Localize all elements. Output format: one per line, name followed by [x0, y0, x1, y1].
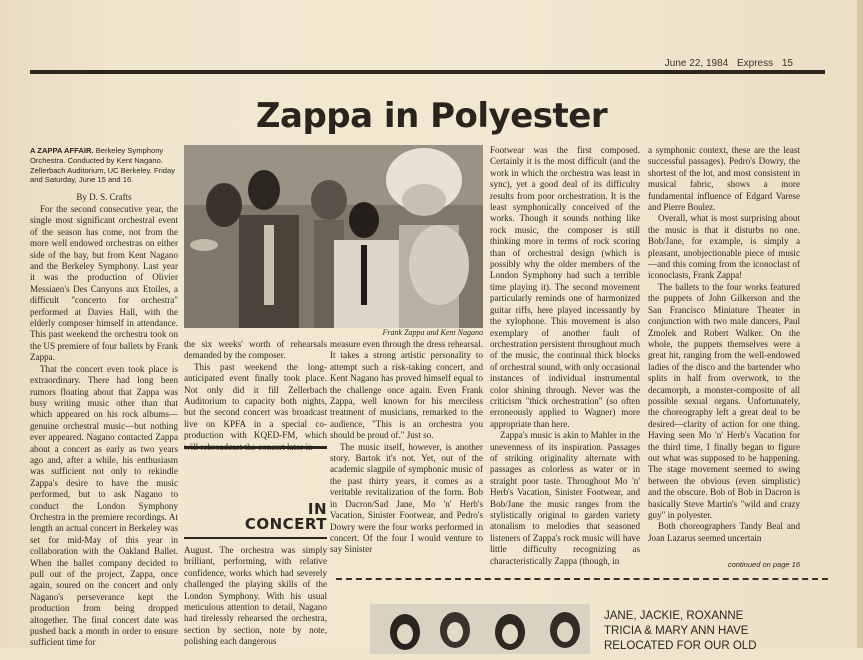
headline: Zappa in Polyester	[255, 96, 608, 136]
masthead-date: June 22, 1984	[664, 58, 729, 69]
in-concert-kicker	[184, 502, 327, 532]
masthead	[659, 58, 793, 69]
paragraph: This past weekend the long-anticipated event finally took place. Not only did it fill Zellerbach Auditorium to capacity both nights, but the second concert was broadcast live on KPFA in a special co-production with KQED-FM, which	[184, 361, 327, 441]
photo-illustration	[184, 145, 483, 328]
continued-note: continued on page 16	[727, 560, 800, 569]
section-rule	[184, 446, 327, 449]
credits-title: A ZAPPA AFFAIR.	[30, 146, 94, 155]
column-2-continued	[184, 545, 327, 648]
paragraph: measure even through the dress rehearsal. It takes a strong artistic personality to attempt such a risk-taking concert, and Kent Nagano has proved himself equal to the challenge once again. Even Frank Zappa, well known for his merciless treatment of musicians, remarked to the audience, "This is an orchestra you should be proud of." Just so.	[330, 339, 483, 441]
ad-line-3: RELOCATED FOR OUR OLD	[604, 640, 757, 652]
paragraph: Both choreographers Tandy Beal and Joan Lazarus seemed uncertain	[648, 521, 800, 543]
paragraph: That the concert even took place is extraordinary. There had long been rumors floating about that Zappa was busy writing music other than that which appeared on his rock albums—genuine orchestral music—but nothing ever appeared. Nagano contacted Zappa about a concert as early as two years ago and, after a while, his enthusiasm was sufficient not only to rekindle Zappa's desire to have the music performed, but to ask Nagano to conduct the London Symphony Orchestra in the premiere recordings. At length an actual concert in Berkeley was set for mid-May of this year in collaboration with the Oakland Ballet. When the ballet company decided to pull out of the project, Zappa, once again, soured on the concert and only Nagano's perseverance kept the production from being dropped altogether. The final concert date was pushed back a month in order to ensure sufficient time for	[30, 363, 178, 648]
kicker-rule	[184, 537, 327, 539]
paragraph: Zappa's music is akin to Mahler in the unevenness of its inspiration. Passages of striking originality alternate with passages as colorless as water or in straight poor taste. Throughout Mo 'n' Herb's Vacation, Sinister Footwear, and Bob/Jane the music ranges from the stylistically original to garden variety atonalism to melodies that seasoned listeners of Zappa's rock music will have little difficulty recognizing as characteristically Zappa (though, in	[490, 430, 640, 566]
column-5	[648, 145, 800, 544]
ad-photo	[370, 604, 590, 654]
paragraph: Overall, what is most surprising about the music is that it disturbs no one. Bob/Jane, for example, is simply a pleasant, unobjectionable piece of music—and this coming from the iconoclast of iconoclasts, Frank Zappa!	[648, 213, 800, 281]
paragraph: For the second consecutive year, the single most significant orchestral event of the season has come, not from the more well endowed orchestras on either side of the bay, but from Kent Nagano and the Berkeley Symphony. Last year it was the production of Olivier Messiaen's Des Canyons aux Etoiles, a difficult "concerto for orchestra" performed at Davies Hall, with the elderly composer himself in attendance. This past weekend the orchestra took on the US premiere of four ballets by Frank Zappa.	[30, 204, 178, 363]
column-2	[184, 339, 327, 453]
paragraph: a symphonic context, these are the least successful passages). Pedro's Dowry, the shortest of the lot, and most consistent in musical fabric, shows a more fundamental influence of Edgard Varese and Pierre Boulez.	[648, 145, 800, 213]
ad-photo-illustration	[370, 604, 590, 654]
kicker-line-2: CONCERT	[244, 515, 327, 533]
column-1	[30, 204, 178, 649]
masthead-section: Express	[736, 58, 774, 69]
paragraph: The ballets to the four works featured the puppets of John Gilkerson and the San Francisco Miniature Theater in conjunction with two male dancers, Paul Zmolek and Robert Walker. On the whole, the puppets themselves were a great hit, ranging from the well-endowed ladies of the disco and the bartender who splits in half from overwork, to the decamorph, a monster-composite of all possible sexual organs. Unfortunately, the choreography left a great deal to be desired—clarity of action for one thing. Having seen Mo 'n' Herb's Vacation for the third time, I finally began to figure out what was supposed to be happening. The stage movement seemed to swing between the obvious (even simplistic) and the obscure. Bob of Bob in Dacron is basically Steve Martin's "wild and crazy guy" in polyester.	[648, 281, 800, 520]
paragraph: August. The orchestra was simply brilliant, performing, with relative confidence, works which had severely challenged the playing skills of the London Symphony. With his usual meticulous attention to detail, Nagano had tirelessly rehearsed the orchestra, section by section, note by note, polishing each dangerous	[184, 545, 327, 647]
ad-line-1: JANE, JACKIE, ROXANNE	[604, 610, 744, 622]
photo-zappa-nagano	[184, 145, 483, 328]
kicker-line-1: IN	[307, 500, 327, 518]
header-rule	[30, 70, 825, 74]
ad-text	[604, 609, 824, 654]
column-3	[330, 339, 483, 556]
paragraph: the six weeks' worth of rehearsals demanded by the composer.	[184, 339, 327, 361]
credits-details: Berkeley Symphony Orchestra. Conducted by Kent Nagano. Zellerbach Auditorium, UC Berkeley. Friday and Saturday, June 15 and 16.	[30, 146, 176, 185]
paragraph: The music itself, however, is another story. Bartok it's not. Yet, out of the academic slagpile of symphonic music of the past thirty years, it comes as a veritable revitalization of the form. Bob in Dacron/Sad Jane, Mo 'n' Herb's Vacation, Sinister Footwear, and Pedro's Dowry were the four works performed in concert. Of the four I would venture to say Sinister	[330, 441, 483, 555]
byline: By D. S. Crafts	[76, 192, 132, 202]
column-4	[490, 145, 640, 567]
photo-caption: Frank Zappa and Kent Nagano	[382, 328, 483, 337]
review-credits	[30, 146, 178, 185]
paragraph: Footwear was the first composed. Certainly it is the most difficult (and the work in which the orchestra was least in sync), yet a good deal of its difficulty results from poor orchestration. It is the least symphonically conceived of the works. Though it sounds nothing like rock music, the composer is still thinking more in terms of rock scoring than of orchestral design (which is possibly why the older members of the London Symphony had such a terrible time playing it). The second movement particularly reminds one of harmonized guitar riffs, here played incessantly by the xylophone. This movement is also exemplary of another fault of orchestration persistent throughout much of the music, the continual thick blocks of orchestral sound, with only occasional instances of individual instrumental color shining through. Never was the criticism "thick orchestration" (so often erroneously applied to Wagner) more appropriate than here.	[490, 145, 640, 429]
masthead-page-number: 15	[781, 58, 793, 69]
ad-line-2: TRICIA & MARY ANN HAVE	[604, 625, 749, 637]
